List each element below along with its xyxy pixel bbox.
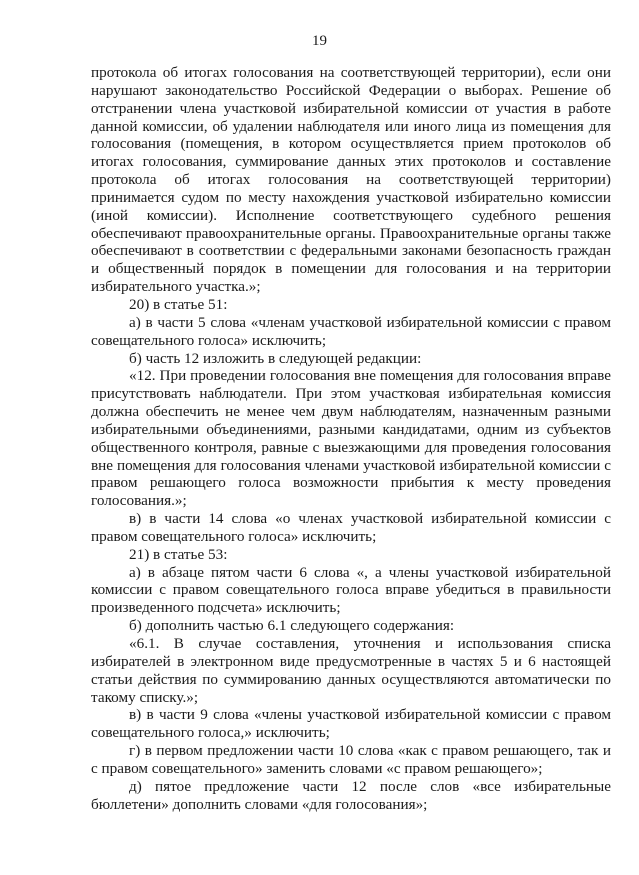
paragraph-21b: б) дополнить частью 6.1 следующего содержания: bbox=[129, 617, 455, 635]
paragraph-part-12-text: «12. При проведении голосования вне помещения для голосования вправе присутствовать наблюдатели. При этом участковая избирательная комиссия должна обеспечить не менее чем двум наблюдателям, назначенным разными избирательными объединениями, разными кандидатами, одним из субъектов общественного контроля, равные с выезжающими для проведения голосования вне помещения для голосования членами участковой избирательной комиссии с правом решающего голоса возможности прибытия к месту проведения голосования.»; bbox=[91, 367, 611, 510]
paragraph-item-21: 21) в статье 53: bbox=[129, 545, 228, 563]
paragraph-21g: г) в первом предложении части 10 слова «как с правом решающего, так и с правом совещательного» заменить словами «с правом решающего»; bbox=[91, 742, 611, 777]
paragraph-part-6-1-text: «6.1. В случае составления, уточнения и использования списка избирателей в электронном виде предусмотренные в частях 5 и 6 настоящей статьи действия по суммированию данных осуществляются автоматически по такому списку.»; bbox=[91, 635, 611, 706]
paragraph-continuation: протокола об итогах голосования на соответствующей территории), если они нарушают законодательство Российской Федерации о выборах. Решение об отстранении члена участковой избирательной комиссии от участия в работе данной комиссии, об удалении наблюдателя или иного лица из помещения для голосования (помещения, в котором осуществляется прием протоколов об итогах голосования, суммирование данных этих протоколов и составление протокола об итогах голосования на соответствующей территории) принимается судом по месту нахождения участковой избирательно комиссии (иной комиссии). Исполнение соответствующего судебного решения обеспечивают правоохранительные органы. Правоохранительные органы также обеспечивают в соответствии с федеральными законами безопасность граждан и общественный порядок в помещении для голосования и на территории избирательного участка.»; bbox=[91, 64, 611, 296]
paragraph-20v: в) в части 14 слова «о членах участковой избирательной комиссии с правом совещательного голоса» исключить; bbox=[91, 510, 611, 545]
paragraph-21v: в) в части 9 слова «члены участковой избирательной комиссии с правом совещательного голоса,» исключить; bbox=[91, 706, 611, 742]
paragraph-20b: б) часть 12 изложить в следующей редакции: bbox=[129, 349, 422, 367]
paragraph-21a: а) в абзаце пятом части 6 слова «, а члены участковой избирательной комиссии с правом совещательного голоса вправе убедиться в правильности произведенного подсчета» исключить; bbox=[91, 563, 611, 617]
paragraph-item-20: 20) в статье 51: bbox=[129, 295, 228, 313]
document-body bbox=[91, 64, 611, 813]
paragraph-20a: а) в части 5 слова «членам участковой избирательной комиссии с правом совещательного голоса» исключить; bbox=[91, 313, 611, 349]
paragraph-21d: д) пятое предложение части 12 после слов «все избирательные бюллетени» дополнить словами «для голосования»; bbox=[91, 777, 611, 813]
page-number: 19 bbox=[312, 33, 327, 49]
